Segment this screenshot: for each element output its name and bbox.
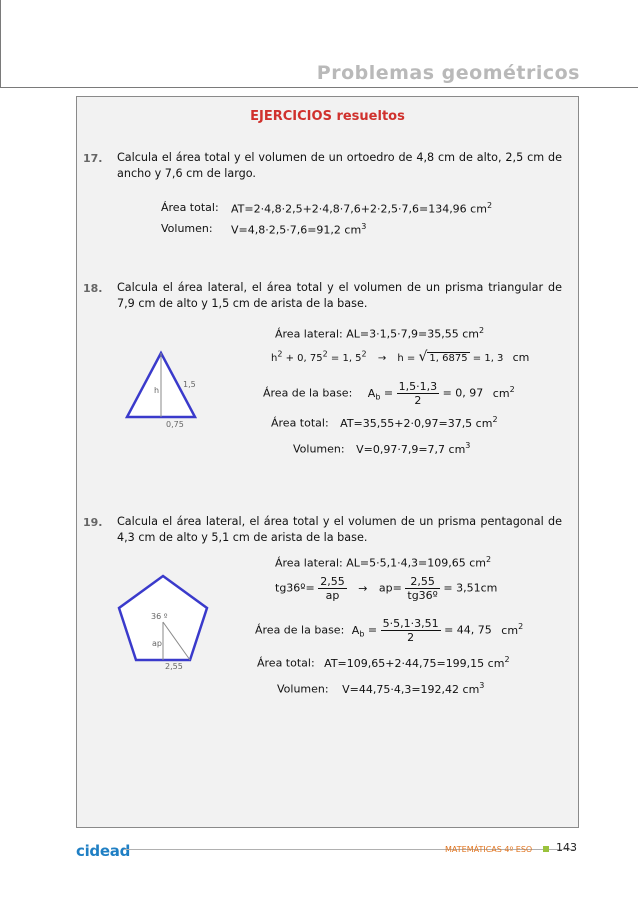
footer-subject: MATEMÁTICAS 4º ESO [445,845,533,854]
exercise-number: 19. [83,516,103,529]
arrow-icon: → [377,353,387,364]
pentagon-label-ap: ap [152,639,162,648]
volume-label: Volumen: [161,222,213,235]
total-area-line: Área total: AT=109,65+2·44,75=199,15 $cm^2$ [257,655,510,670]
base-area-line: Área de la base: $A_b$ = $\frac{1,5\cdot 1,3}{2}$ = 0, 97 $cm^2$ [263,380,515,407]
area-total-expression: AT=2·4,8·2,5+2·4,8·7,6+2·2,5·7,6=134,96 $cm^2$ [231,201,493,216]
pentagon-label-angle: 36 º [151,612,168,621]
volume-expression: V=4,8·2,5·7,6=91,2 $cm^3$ [231,222,367,237]
triangle-label-side: 1,5 [183,380,196,389]
exercise-statement: Calcula el área lateral, el área total y el volumen de un prisma triangular de 7,9 cm de alto y 1,5 cm de arista de la base. [117,281,562,310]
exercise-number: 17. [83,152,103,165]
lateral-area-line: Área lateral: AL=3·1,5·7,9=35,55 $cm^2$ [275,326,485,341]
panel-title: EJERCICIOS resueltos [250,109,405,124]
exercise-number: 18. [83,282,103,295]
cidead-logo: cidead [76,842,131,860]
base-area-fraction: $\frac{5\cdot 5,1\cdot 3,51}{2}$ [382,617,439,644]
pythagoras-equation: $h^2 + 0$, $75^2 = 1$, $5^2 \to h$ = √ 1, 6875 = 1, 3 cm [271,349,530,365]
tangent-equation: tg36º= $\frac{2,55}{ap}$ → ap= $\frac{2,55}{\text{tg36º}}$ = 3,51cm [275,575,498,602]
volume-line: Volumen: V=0,97·7,9=7,7 $cm^3$ [293,441,471,456]
page-title: Problemas geométricos [316,62,580,84]
triangle-figure [121,347,216,432]
exercises-panel [76,96,579,828]
page-number: 143 [556,841,577,854]
arrow-icon: → [358,581,368,595]
base-area-line: Área de la base: $A_b$ = $\frac{5\cdot 5,1\cdot 3,51}{2}$ = 44, 75 $cm^2$ [255,617,524,644]
total-area-line: Área total: AT=35,55+2·0,97=37,5 $cm^2$ [271,415,498,430]
triangle-label-h: h [154,386,160,395]
pentagon-figure [115,570,215,670]
apothem-fraction: $\frac{2,55}{\text{tg36º}}$ [407,575,438,602]
lateral-area-line: Área lateral: AL=5·5,1·4,3=109,65 $cm^2$ [275,555,492,570]
pentagon-label-half: 2,55 [165,662,183,670]
base-area-fraction: $\frac{1,5\cdot 1,3}{2}$ [398,380,438,407]
exercise-statement: Calcula el área total y el volumen de un ortoedro de 4,8 cm de alto, 2,5 cm de ancho y 7,6 cm de largo. [117,151,562,180]
sqrt-icon: √ [418,349,428,365]
exercise-statement: Calcula el área lateral, el área total y el volumen de un prisma pentagonal de 4,3 cm de alto y 5,1 cm de arista de la base. [117,515,562,544]
tangent-fraction: $\frac{2,55}{ap}$ [320,575,345,602]
triangle-label-half: 0,75 [166,420,184,429]
volume-line: Volumen: V=44,75·4,3=192,42 $cm^3$ [277,681,485,696]
footer-square-icon [543,846,549,852]
area-total-label: Área total: [161,201,219,214]
